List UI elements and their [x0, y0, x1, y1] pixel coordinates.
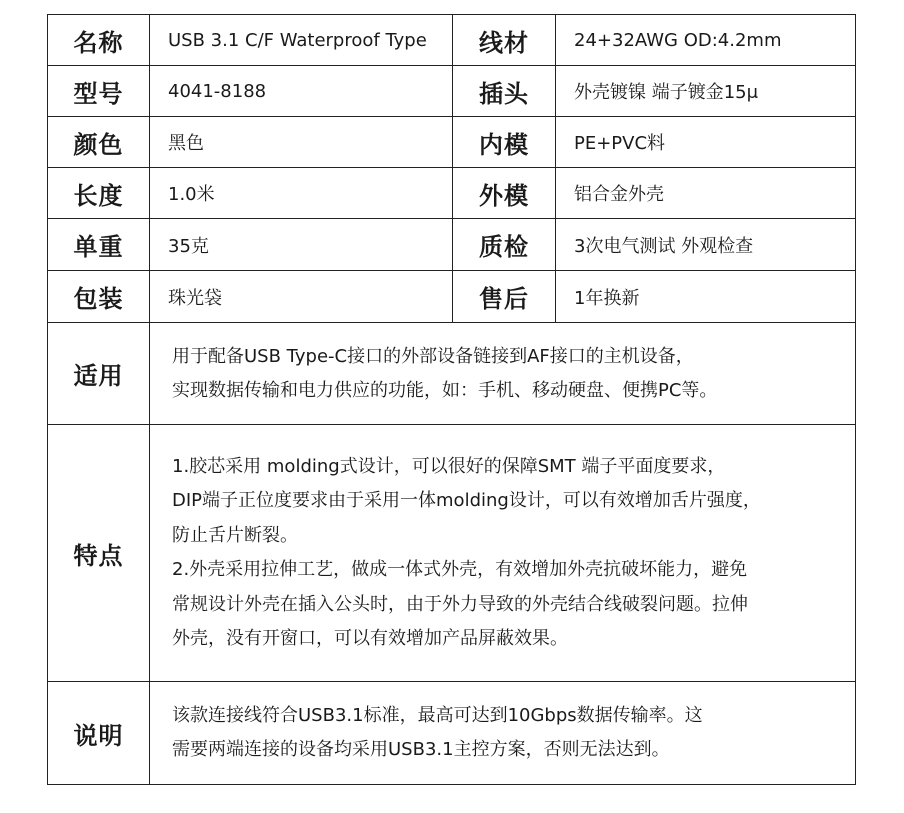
description-text	[150, 682, 856, 785]
text-line: 该款连接线符合USB3.1标准，最高可达到10Gbps数据传输率。这	[172, 705, 703, 726]
spec-label: 售后	[453, 271, 556, 323]
spec-row	[48, 66, 856, 117]
spec-row	[48, 168, 856, 219]
text-line: 1.胶芯采用 molding式设计，可以很好的保障SMT 端子平面度要求，	[172, 455, 726, 477]
text-line: 用于配备USB Type-C接口的外部设备链接到AF接口的主机设备，	[172, 345, 694, 367]
description-label: 说明	[48, 682, 150, 785]
spec-label: 线材	[453, 15, 556, 66]
application-row	[48, 323, 856, 425]
text-line: 2.外壳采用拉伸工艺，做成一体式外壳，有效增加外壳抗破坏能力，避免	[172, 559, 748, 580]
spec-row	[48, 271, 856, 323]
spec-row	[48, 15, 856, 66]
spec-label: 插头	[453, 66, 556, 117]
spec-value: 外壳镀镍 端子镀金15μ	[556, 66, 856, 117]
spec-value: 24+32AWG OD:4.2mm	[556, 15, 856, 66]
spec-label: 颜色	[48, 117, 150, 168]
text-line: 实现数据传输和电力供应的功能，如：手机、移动硬盘、便携PC等。	[172, 379, 718, 401]
spec-value: 35克	[150, 219, 453, 271]
spec-value: 1年换新	[556, 271, 856, 323]
spec-value: PE+PVC料	[556, 117, 856, 168]
application-label: 适用	[48, 323, 150, 425]
spec-row	[48, 219, 856, 271]
spec-value: 1.0米	[150, 168, 453, 219]
product-spec-table	[47, 14, 856, 785]
spec-label: 质检	[453, 219, 556, 271]
spec-label: 内模	[453, 117, 556, 168]
spec-label: 单重	[48, 219, 150, 271]
text-line: 常规设计外壳在插入公头时，由于外力导致的外壳结合线破裂问题。拉伸	[172, 593, 748, 615]
text-line: 外壳，没有开窗口，可以有效增加产品屏蔽效果。	[172, 628, 568, 649]
text-line: 需要两端连接的设备均采用USB3.1主控方案，否则无法达到。	[172, 739, 670, 760]
spec-value: 黑色	[150, 117, 453, 168]
features-row	[48, 425, 856, 682]
spec-row	[48, 117, 856, 168]
spec-value: USB 3.1 C/F Waterproof Type	[150, 15, 453, 66]
text-line: DIP端子正位度要求由于采用一体molding设计，可以有效增加舌片强度，	[172, 490, 761, 511]
features-text	[150, 425, 856, 682]
text-line: 防止舌片断裂。	[172, 524, 298, 546]
spec-label: 外模	[453, 168, 556, 219]
spec-label: 包装	[48, 271, 150, 323]
application-text	[150, 323, 856, 425]
description-row	[48, 682, 856, 785]
spec-label: 名称	[48, 15, 150, 66]
spec-label: 型号	[48, 66, 150, 117]
spec-label: 长度	[48, 168, 150, 219]
spec-value: 铝合金外壳	[556, 168, 856, 219]
spec-value: 3次电气测试 外观检查	[556, 219, 856, 271]
features-label: 特点	[48, 425, 150, 682]
spec-value: 4041-8188	[150, 66, 453, 117]
spec-value: 珠光袋	[150, 271, 453, 323]
